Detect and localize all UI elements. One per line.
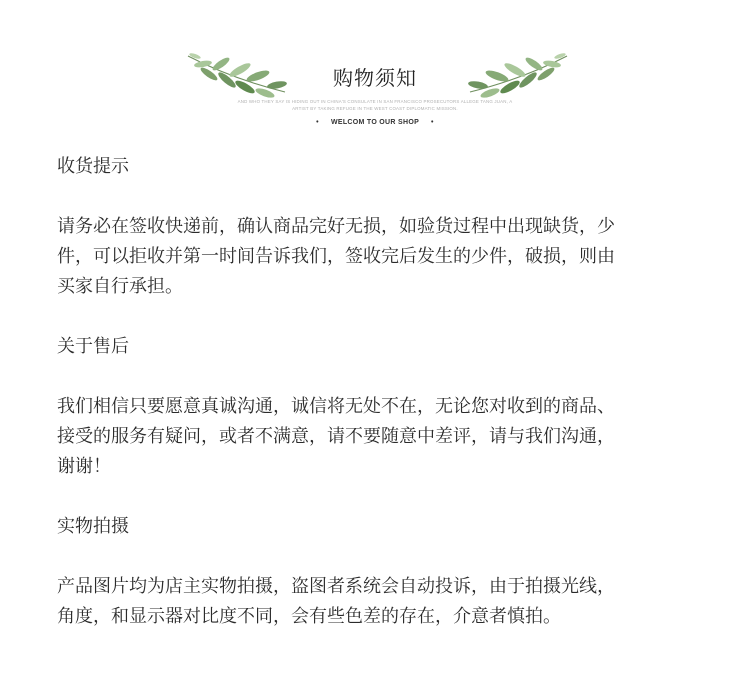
section-line: 买家自行承担。: [57, 276, 183, 297]
bullet-dot-right: •: [431, 119, 434, 126]
section-heading-photos: 实物拍摄: [57, 516, 129, 537]
leaf-branch-right-icon: [465, 52, 570, 102]
welcome-banner: [0, 117, 750, 129]
section-line: 角度，和显示器对比度不同，会有些色差的存在，介意者慎拍。: [57, 606, 561, 627]
notice-content: [57, 152, 697, 632]
page-title: 购物须知: [333, 66, 417, 90]
welcome-text: WELCOM TO OUR SHOP: [330, 119, 420, 126]
section-heading-receiving: 收货提示: [57, 156, 129, 177]
section-heading-after-sales: 关于售后: [57, 336, 129, 357]
bullet-dot-left: •: [316, 119, 319, 126]
section-line: 谢谢！: [57, 456, 111, 477]
section-line: 件，可以拒收并第一时间告诉我们，签收完后发生的少件，破损，则由: [57, 246, 615, 267]
section-line: 产品图片均为店主实物拍摄，盗图者系统会自动投诉，由于拍摄光线，: [57, 576, 615, 597]
section-line: 我们相信只要愿意真诚沟通，诚信将无处不在，无论您对收到的商品、: [57, 396, 615, 417]
section-line: 请务必在签收快递前，确认商品完好无损，如验货过程中出现缺货，少: [57, 216, 615, 237]
header-fine-print-line-2: ARTIST BY TAKING REFUGE IN THE WEST COAST DIPLOMATIC MISSION.: [292, 106, 458, 111]
section-line: 接受的服务有疑问，或者不满意，请不要随意中差评，请与我们沟通，: [57, 426, 615, 447]
header-fine-print-line-1: AND WHO THEY SAY IS HIDING OUT IN CHINA'S CONSULATE IN SAN FRANCISCO PROSECUTORS ALLEGE TANG JUAN, A: [237, 99, 513, 104]
page-header: [0, 0, 750, 140]
